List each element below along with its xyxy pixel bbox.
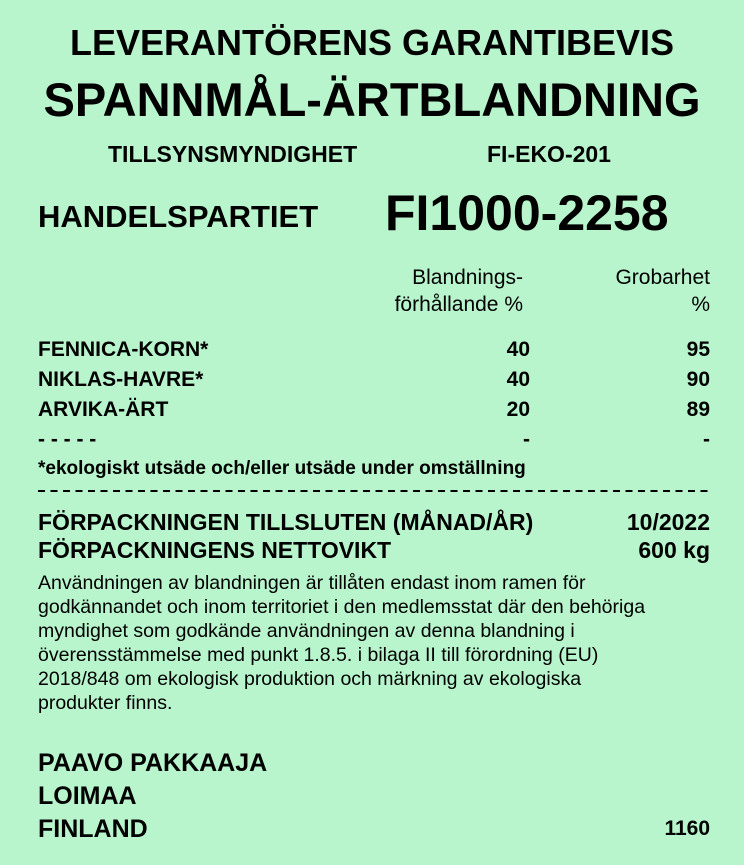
organic-footnote: *ekologiskt utsäde och/eller utsäde under omställning xyxy=(38,458,526,479)
label-heading: LEVERANTÖRENS GARANTIBEVIS xyxy=(69,22,675,63)
authority-label: TILLSYNSMYNDIGHET xyxy=(108,141,358,167)
seed-name: ARVIKA-ÄRT xyxy=(38,398,169,421)
supplier-code: 1160 xyxy=(664,817,710,840)
table-row xyxy=(38,425,710,455)
germination-column-header xyxy=(560,264,710,318)
seed-ratio: 40 xyxy=(506,368,530,391)
supplier-country: FINLAND xyxy=(38,815,148,843)
ratio-column-header xyxy=(330,264,523,318)
supplier-block xyxy=(38,747,267,846)
legal-line: Användningen av blandningen är tillåten endast inom ramen för xyxy=(38,572,586,594)
authority-code: FI-EKO-201 xyxy=(487,141,611,167)
weight-value: 600 kg xyxy=(638,537,710,563)
lot-number: FI1000-2258 xyxy=(385,185,669,241)
seed-ratio: 40 xyxy=(506,338,530,361)
lot-label: HANDELSPARTIET xyxy=(38,199,319,234)
seed-name: - - - - - xyxy=(38,428,97,451)
legal-line: godkännandet och inom territoriet i den medlemsstat där den behöriga xyxy=(38,596,646,618)
seed-name: FENNICA-KORN* xyxy=(38,338,209,361)
legal-paragraph xyxy=(38,571,645,715)
table-row xyxy=(38,365,710,395)
germination-header-line-2: % xyxy=(691,293,710,316)
seed-ratio: - xyxy=(523,428,530,451)
product-title: SPANNMÅL-ÄRTBLANDNING xyxy=(43,73,701,126)
ratio-header-line-1: Blandnings- xyxy=(412,266,523,289)
sealed-label: FÖRPACKNINGEN TILLSLUTEN (MÅNAD/ÅR) xyxy=(38,509,534,535)
seed-germination: 89 xyxy=(686,398,710,421)
supplier-city: LOIMAA xyxy=(38,782,137,810)
legal-line: produkter finns. xyxy=(38,692,173,714)
ratio-header-line-2: förhållande % xyxy=(394,293,523,316)
table-row xyxy=(38,335,710,365)
germination-header-line-1: Grobarhet xyxy=(615,266,710,289)
seed-table xyxy=(38,335,710,455)
legal-line: 2018/848 om ekologisk produktion och märkning av ekologiska xyxy=(38,668,582,690)
seed-germination: - xyxy=(703,428,710,451)
supplier-name: PAAVO PAKKAAJA xyxy=(38,749,268,777)
weight-label: FÖRPACKNINGENS NETTOVIKT xyxy=(38,537,392,563)
legal-line: myndighet som godkände användningen av denna blandning i xyxy=(38,620,575,642)
seed-germination: 95 xyxy=(686,338,710,361)
seed-ratio: 20 xyxy=(506,398,530,421)
seed-germination: 90 xyxy=(686,368,710,391)
table-row xyxy=(38,395,710,425)
dashed-divider xyxy=(38,489,710,493)
legal-line: överensstämmelse med punkt 1.8.5. i bilaga II till förordning (EU) xyxy=(38,644,599,666)
sealed-value: 10/2022 xyxy=(626,509,710,535)
seed-name: NIKLAS-HAVRE* xyxy=(38,368,204,391)
